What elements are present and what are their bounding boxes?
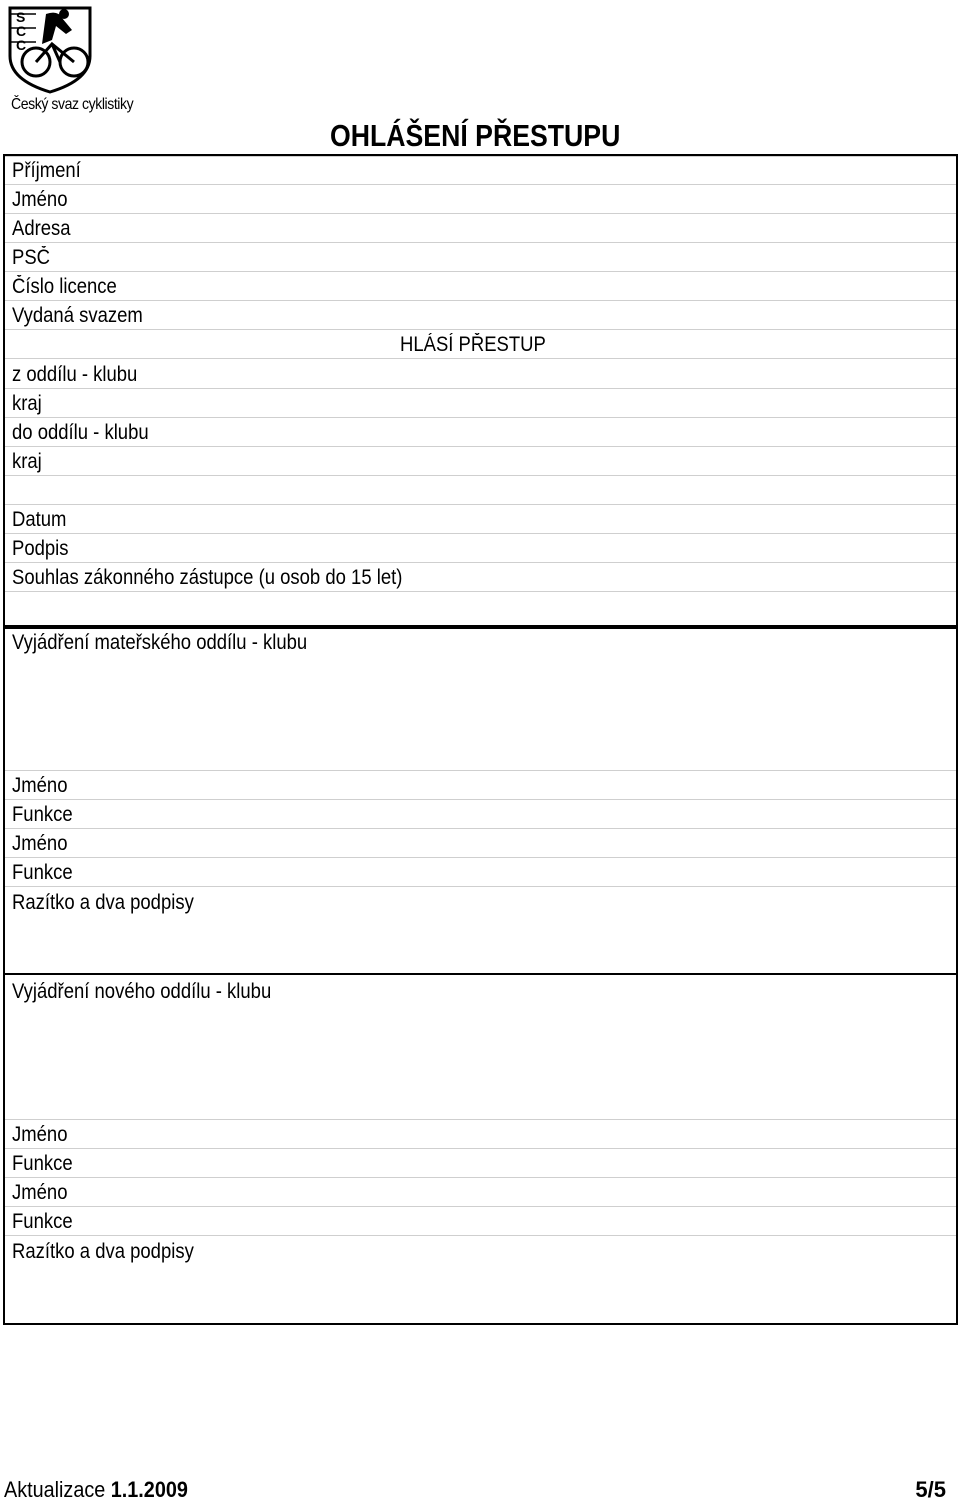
organization-name: Český svaz cyklistiky: [11, 96, 134, 113]
logo-letter-s: S: [16, 9, 26, 25]
new-name-2-label: Jméno: [12, 1181, 68, 1204]
new-function-1-label: Funkce: [12, 1152, 73, 1175]
parent-club-section: [3, 625, 958, 975]
new-name-1-label: Jméno: [12, 1123, 68, 1146]
form-title: OHLÁŠENÍ PŘESTUPU: [330, 118, 621, 153]
logo-letter-c1: C: [16, 23, 27, 39]
parent-name-2-label: Jméno: [12, 832, 68, 855]
parent-function-1-label: Funkce: [12, 803, 73, 826]
surname-label: Příjmení: [12, 159, 81, 182]
from-club-label: z oddílu - klubu: [12, 363, 138, 386]
parent-function-2-label: Funkce: [12, 861, 73, 884]
update-note: [4, 1477, 188, 1503]
parent-club-heading: Vyjádření mateřského oddílu - klubu: [12, 631, 308, 654]
license-number-label: Číslo licence: [12, 275, 117, 298]
address-label: Adresa: [12, 217, 71, 240]
guardian-consent-label: Souhlas zákonného zástupce (u osob do 15 let): [12, 566, 403, 589]
update-date: 1.1.2009: [110, 1477, 188, 1502]
update-label: Aktualizace: [4, 1477, 106, 1502]
logo-letter-c2: C: [16, 37, 27, 53]
date-label: Datum: [12, 508, 67, 531]
parent-stamp-label: Razítko a dva podpisy: [12, 891, 194, 914]
signature-label: Podpis: [12, 537, 69, 560]
cycling-federation-logo: [6, 4, 94, 94]
issued-by-label: Vydaná svazem: [12, 304, 143, 327]
parent-name-1-label: Jméno: [12, 774, 68, 797]
to-region-label: kraj: [12, 450, 42, 473]
new-club-section: [3, 973, 958, 1325]
postcode-label: PSČ: [12, 246, 51, 269]
new-club-heading: Vyjádření nového oddílu - klubu: [12, 980, 272, 1003]
first-name-label: Jméno: [12, 188, 68, 211]
applicant-section: [3, 154, 958, 629]
new-function-2-label: Funkce: [12, 1210, 73, 1233]
page-number: 5/5: [915, 1477, 946, 1502]
to-club-label: do oddílu - klubu: [12, 421, 149, 444]
from-region-label: kraj: [12, 392, 42, 415]
new-stamp-label: Razítko a dva podpisy: [12, 1240, 194, 1263]
announces-transfer-label: HLÁSÍ PŘESTUP: [400, 333, 546, 356]
